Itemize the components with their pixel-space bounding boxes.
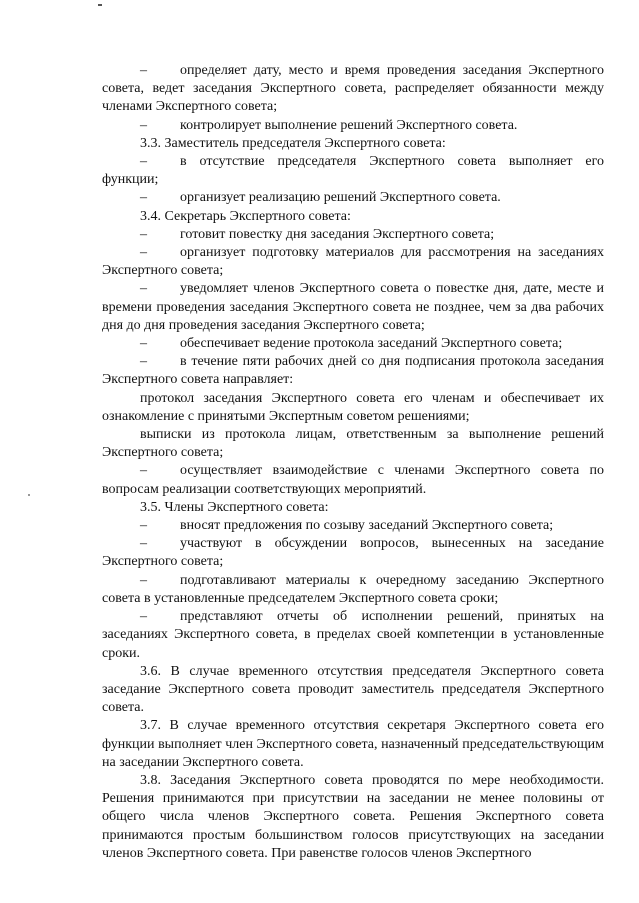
paragraph: 3.6. В случае временного отсутствия председателя Экспертного совета заседание Экспертного совета проводит заместитель председателя Экспертного совета. <box>102 663 604 716</box>
dash-marker: – <box>140 226 147 242</box>
paragraph-text: подготавливают материалы к очередному заседанию Экспертного совета в установленные председателем Экспертного совета сроки; <box>102 572 604 606</box>
section-heading: 3.4. Секретарь Экспертного совета: <box>140 208 351 224</box>
paragraph-text: участвуют в обсуждении вопросов, вынесенных на заседание Экспертного совета; <box>102 536 604 570</box>
paragraph-text: организует реализацию решений Экспертного совета. <box>180 190 501 206</box>
dash-marker: – <box>140 117 147 133</box>
paragraph-text: в отсутствие председателя Экспертного совета выполняет его функции; <box>102 154 604 188</box>
paragraph-text: уведомляет членов Экспертного совета о повестке дня, дате, месте и времени проведения заседания Экспертного совета не позднее, чем за два рабочих дня до дня проведения заседания Экспертного совета; <box>102 281 604 333</box>
paragraph-text: осуществляет взаимодействие с членами Экспертного совета по вопросам реализации соответствующих мероприятий. <box>102 463 604 497</box>
paragraph-text: контролирует выполнение решений Экспертного совета. <box>180 117 518 133</box>
dash-marker: – <box>140 336 147 352</box>
section-heading: 3.3. Заместитель председателя Экспертного совета: <box>140 135 446 151</box>
dash-marker: – <box>140 536 147 552</box>
paragraph-dash <box>102 535 604 571</box>
scan-mark <box>98 4 102 6</box>
dash-marker: – <box>140 63 147 78</box>
paragraph-dash <box>102 280 604 335</box>
dash-marker: – <box>140 245 147 261</box>
dash-marker: – <box>140 609 147 625</box>
paragraph: 3.7. В случае временного отсутствия секретаря Экспертного совета его функции выполняет член Экспертного совета, назначенный председательствующим на заседании Экспертного совета. <box>102 718 604 770</box>
paragraph-dash <box>102 62 604 117</box>
dash-marker: – <box>140 354 147 370</box>
paragraph: 3.8. Заседания Экспертного совета проводятся по мере необходимости. Решения принимаются при присутствии на заседании не менее половины от общего числа членов Экспертного совета. Решения Экспертного совета принимаются простым большинством голосов присутствующих на заседании членов Экспертного совета. При равенстве голосов членов Экспертного <box>102 772 604 861</box>
paragraph-dash <box>102 353 604 389</box>
paragraph-text: определяет дату, место и время проведения заседания Экспертного совета, ведет заседания Экспертного совета, распределяет обязанности между членами Экспертного совета; <box>102 63 604 115</box>
paragraph-dash <box>102 462 604 498</box>
paragraph-dash <box>102 572 604 608</box>
paragraph: протокол заседания Экспертного совета его членам и обеспечивает их ознакомление с принятыми Экспертным советом решениями; <box>102 390 604 424</box>
paragraph-dash <box>102 153 604 189</box>
document-body <box>102 62 604 863</box>
dash-marker: – <box>140 518 147 534</box>
scan-speck <box>28 494 30 496</box>
dash-marker: – <box>140 154 147 170</box>
dash-marker: – <box>140 190 147 206</box>
paragraph-text: организует подготовку материалов для рассмотрения на заседаниях Экспертного совета; <box>102 245 604 279</box>
paragraph-dash <box>102 608 604 663</box>
dash-marker: – <box>140 463 147 479</box>
section-heading: 3.5. Члены Экспертного совета: <box>140 499 329 515</box>
paragraph-dash <box>102 335 604 353</box>
paragraph-text: обеспечивает ведение протокола заседаний Экспертного совета; <box>180 336 563 352</box>
paragraph-dash <box>102 226 604 244</box>
paragraph-dash <box>102 517 604 535</box>
dash-marker: – <box>140 281 147 297</box>
paragraph-text: готовит повестку дня заседания Экспертного совета; <box>180 226 495 242</box>
paragraph-dash <box>102 189 604 207</box>
paragraph: выписки из протокола лицам, ответственным за выполнение решений Экспертного совета; <box>102 427 604 461</box>
paragraph-text: в течение пяти рабочих дней со дня подписания протокола заседания Экспертного совета направляет: <box>102 354 604 388</box>
paragraph-text: представляют отчеты об исполнении решений, принятых на заседаниях Экспертного совета, в пределах своей компетенции в установленные сроки. <box>102 609 604 661</box>
paragraph-text: вносят предложения по созыву заседаний Экспертного совета; <box>180 518 554 534</box>
paragraph-dash <box>102 117 604 135</box>
paragraph-dash <box>102 244 604 280</box>
dash-marker: – <box>140 572 147 588</box>
